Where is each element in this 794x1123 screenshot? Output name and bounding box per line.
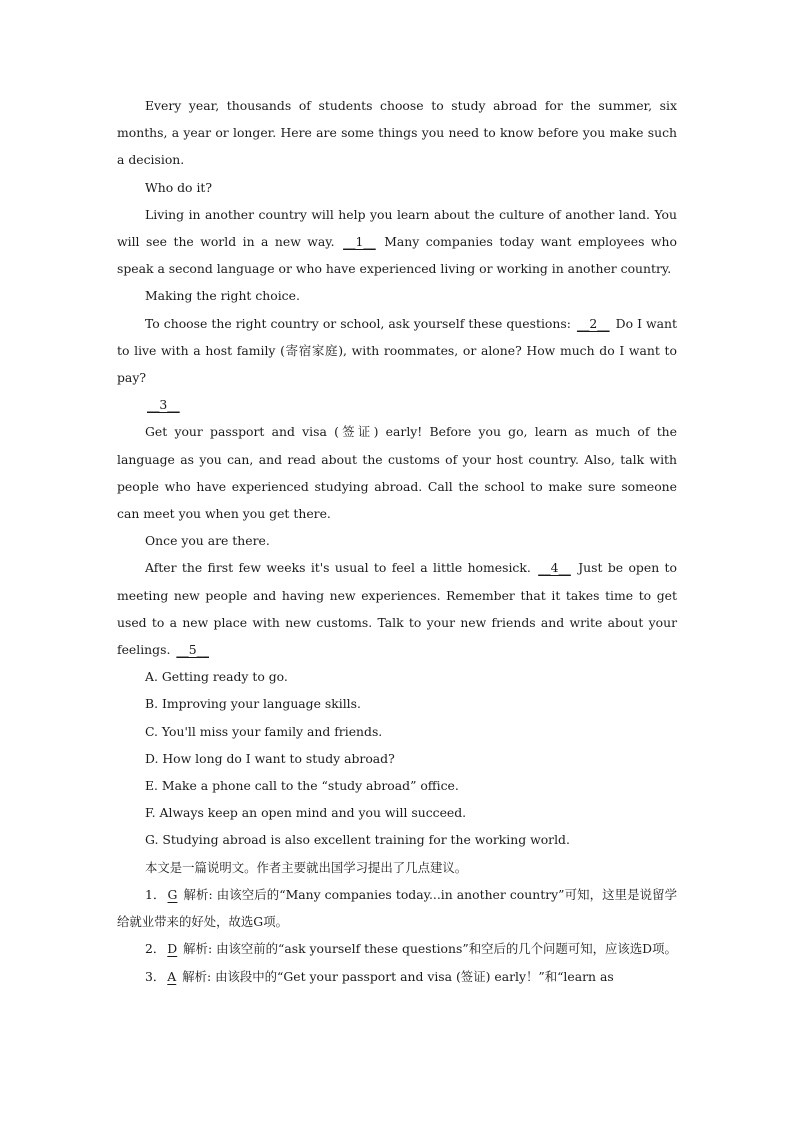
analysis-item-3-answer: A [167, 968, 177, 984]
blank-3: __3__ [147, 397, 180, 413]
option-d: D. How long do I want to study abroad? [145, 750, 395, 766]
option-f: F. Always keep an open mind and you will succeed. [145, 805, 467, 821]
analysis-item-1-text: 解析: 由该空后的“Many companies today...in another country”可知，这里是说留学给就业带来的好处，故选G项。 [117, 886, 677, 930]
analysis-item-2-number: 2． [145, 941, 166, 957]
paragraph-1 [117, 201, 677, 283]
analysis-item-1-answer: G [167, 886, 178, 902]
paragraph-4 [117, 554, 677, 663]
option-b: B. Improving your language skills. [145, 696, 361, 712]
heading-blank-3 [117, 391, 677, 418]
blank-4: __4__ [538, 560, 571, 576]
heading-once-there: Once you are there. [145, 533, 270, 549]
analysis-item-2-text: 解析: 由该空前的“ask yourself these questions”和空后的几个问题可知，应该选D项。 [183, 941, 677, 957]
analysis-item-2 [117, 935, 677, 962]
paragraph-4-text-b: Just be open to meeting new people and having new experiences. Remember that it takes time to get used to a new place with new customs. Talk to your new friends and write about your feelings. [117, 560, 677, 658]
option-a: A. Getting ready to go. [145, 669, 288, 685]
paragraph-1-text-a: Living in another country will help you learn about the culture of another land. You will see the world in a new way. [117, 206, 677, 250]
paragraph-4-text-a: After the first few weeks it's usual to feel a little homesick. [145, 560, 531, 576]
blank-2: __2__ [576, 315, 610, 331]
paragraph-2 [117, 310, 677, 392]
paragraph-1-text-b: Many companies today want employees who speak a second language or who have experienced living or working in another country. [117, 234, 677, 277]
blank-1: __1__ [343, 234, 376, 250]
analysis-summary: 本文是一篇说明文。作者主要就出国学习提出了几点建议。 [145, 859, 468, 875]
option-c: C. You'll miss your family and friends. [145, 723, 383, 739]
heading-who-do-it: Who do it? [145, 179, 213, 195]
option-e: E. Make a phone call to the “study abroad” office. [145, 778, 459, 794]
paragraph-3: Get your passport and visa (签证) early! Before you go, learn as much of the language as you can, and read about the customs of your host country. Also, talk with people who have experienced studying abroad. Call the school to make sure someone can meet you when you get there. [117, 424, 677, 522]
blank-5: __5__ [176, 642, 210, 658]
intro-paragraph: Every year, thousands of students choose to study abroad for the summer, six months, a year or longer. Here are some things you need to know before you make such a decision. [117, 98, 677, 168]
paragraph-2-text-b: Do I want to live with a host family (寄宿家庭), with roommates, or alone? How much do I want to pay? [117, 315, 677, 386]
paragraph-2-text-a: To choose the right country or school, ask yourself these questions: [145, 315, 571, 331]
analysis-item-2-answer: D [167, 941, 178, 957]
analysis-item-3 [117, 963, 677, 990]
analysis-item-1-number: 1． [145, 886, 166, 902]
option-g: G. Studying abroad is also excellent training for the working world. [145, 832, 570, 848]
analysis-item-1 [117, 881, 677, 935]
heading-right-choice: Making the right choice. [145, 288, 300, 304]
analysis-item-3-text: 解析: 由该段中的“Get your passport and visa (签证) early！”和“learn as [182, 968, 614, 984]
analysis-item-3-number: 3． [145, 968, 166, 984]
